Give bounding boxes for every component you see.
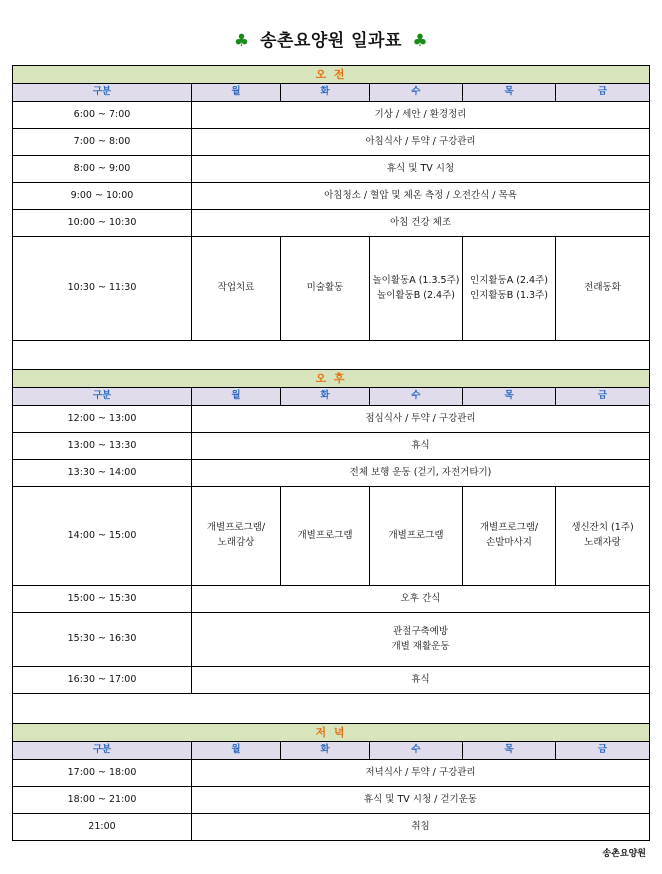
section-label: 오 후 <box>13 370 650 388</box>
col-header-thu: 목 <box>463 742 556 760</box>
col-header-tue: 화 <box>281 742 370 760</box>
footer-label: 송촌요양원 <box>602 849 646 859</box>
activity-cell: 취침 <box>192 814 650 841</box>
activity-line: 인지활동A (2.4주) <box>470 274 548 286</box>
activity-cell <box>192 613 650 667</box>
col-header-thu: 목 <box>463 388 556 406</box>
activity-cell: 오후 간식 <box>192 586 650 613</box>
time-cell: 13:00 ~ 13:30 <box>13 433 192 460</box>
time-cell: 15:30 ~ 16:30 <box>13 613 192 667</box>
column-header-row <box>13 742 650 760</box>
time-cell: 18:00 ~ 21:00 <box>13 787 192 814</box>
activity-line: 놀이활동A (1.3.5주) <box>372 274 460 286</box>
column-header-row <box>13 388 650 406</box>
activity-tue: 미술활동 <box>281 237 370 341</box>
activity-thu <box>463 487 556 586</box>
activity-fri: 전래동화 <box>556 237 650 341</box>
activity-line: 손발마사지 <box>486 537 532 549</box>
section-label: 오 전 <box>13 66 650 84</box>
col-header-fri: 금 <box>556 84 650 102</box>
schedule-row <box>13 210 650 237</box>
col-header-category: 구분 <box>13 742 192 760</box>
col-header-category: 구분 <box>13 388 192 406</box>
time-cell: 7:00 ~ 8:00 <box>13 129 192 156</box>
activity-cell: 점심식사 / 투약 / 구강관리 <box>192 406 650 433</box>
schedule-table <box>12 65 650 841</box>
club-icon: ♣ <box>233 31 250 51</box>
time-cell: 17:00 ~ 18:00 <box>13 760 192 787</box>
spacer-row <box>13 341 650 370</box>
activity-cell: 기상 / 세안 / 환경정리 <box>192 102 650 129</box>
col-header-wed: 수 <box>370 742 463 760</box>
time-cell: 8:00 ~ 9:00 <box>13 156 192 183</box>
schedule-row <box>13 787 650 814</box>
col-header-mon: 월 <box>192 388 281 406</box>
schedule-row <box>13 129 650 156</box>
activity-cell: 휴식 <box>192 667 650 694</box>
schedule-row <box>13 487 650 586</box>
col-header-tue: 화 <box>281 84 370 102</box>
activity-line: 놀이활동B (2.4주) <box>377 289 455 301</box>
activity-line: 인지활동B (1.3주) <box>470 289 548 301</box>
schedule-row <box>13 406 650 433</box>
activity-thu <box>463 237 556 341</box>
title-text: 송촌요양원 일과표 <box>260 31 402 51</box>
col-header-wed: 수 <box>370 388 463 406</box>
activity-line: 개별 재활운동 <box>391 640 450 652</box>
activity-line: 개별프로그램/ <box>206 522 266 534</box>
time-cell: 13:30 ~ 14:00 <box>13 460 192 487</box>
col-header-fri: 금 <box>556 742 650 760</box>
section-label: 저 녁 <box>13 724 650 742</box>
spacer-cell <box>13 341 650 370</box>
activity-wed <box>370 237 463 341</box>
activity-mon: 작업치료 <box>192 237 281 341</box>
schedule-row <box>13 102 650 129</box>
club-icon: ♣ <box>412 31 429 51</box>
col-header-mon: 월 <box>192 742 281 760</box>
page-title <box>0 26 662 51</box>
activity-line: 개별프로그램/ <box>479 522 539 534</box>
activity-tue: 개별프로그램 <box>281 487 370 586</box>
time-cell: 16:30 ~ 17:00 <box>13 667 192 694</box>
activity-line: 노래자랑 <box>584 537 621 549</box>
activity-cell: 아침식사 / 투약 / 구강관리 <box>192 129 650 156</box>
time-cell: 10:30 ~ 11:30 <box>13 237 192 341</box>
activity-cell: 휴식 <box>192 433 650 460</box>
section-morning <box>13 66 650 84</box>
activity-cell: 휴식 및 TV 시청 / 걷기운동 <box>192 787 650 814</box>
activity-line: 생신잔치 (1주) <box>571 522 634 534</box>
activity-cell: 아침 건강 체조 <box>192 210 650 237</box>
schedule-row <box>13 667 650 694</box>
activity-cell: 저녁식사 / 투약 / 구강관리 <box>192 760 650 787</box>
schedule-row <box>13 183 650 210</box>
time-cell: 15:00 ~ 15:30 <box>13 586 192 613</box>
activity-cell: 전체 보행 운동 (걷기, 자전거타기) <box>192 460 650 487</box>
spacer-cell <box>13 694 650 724</box>
activity-fri <box>556 487 650 586</box>
section-evening <box>13 724 650 742</box>
time-cell: 9:00 ~ 10:00 <box>13 183 192 210</box>
time-cell: 12:00 ~ 13:00 <box>13 406 192 433</box>
col-header-tue: 화 <box>281 388 370 406</box>
schedule-row <box>13 433 650 460</box>
activity-mon <box>192 487 281 586</box>
time-cell: 21:00 <box>13 814 192 841</box>
col-header-mon: 월 <box>192 84 281 102</box>
col-header-thu: 목 <box>463 84 556 102</box>
schedule-row <box>13 460 650 487</box>
spacer-row <box>13 694 650 724</box>
time-cell: 6:00 ~ 7:00 <box>13 102 192 129</box>
column-header-row <box>13 84 650 102</box>
activity-line: 관절구축예방 <box>392 625 449 637</box>
time-cell: 14:00 ~ 15:00 <box>13 487 192 586</box>
schedule-row <box>13 586 650 613</box>
activity-cell: 휴식 및 TV 시청 <box>192 156 650 183</box>
activity-cell: 아침청소 / 혈압 및 체온 측정 / 오전간식 / 목욕 <box>192 183 650 210</box>
time-cell: 10:00 ~ 10:30 <box>13 210 192 237</box>
section-afternoon <box>13 370 650 388</box>
schedule-row <box>13 613 650 667</box>
col-header-fri: 금 <box>556 388 650 406</box>
activity-wed: 개별프로그램 <box>370 487 463 586</box>
schedule-row <box>13 814 650 841</box>
activity-line: 노래감상 <box>217 537 255 549</box>
schedule-row <box>13 237 650 341</box>
col-header-wed: 수 <box>370 84 463 102</box>
col-header-category: 구분 <box>13 84 192 102</box>
schedule-row <box>13 156 650 183</box>
schedule-row <box>13 760 650 787</box>
